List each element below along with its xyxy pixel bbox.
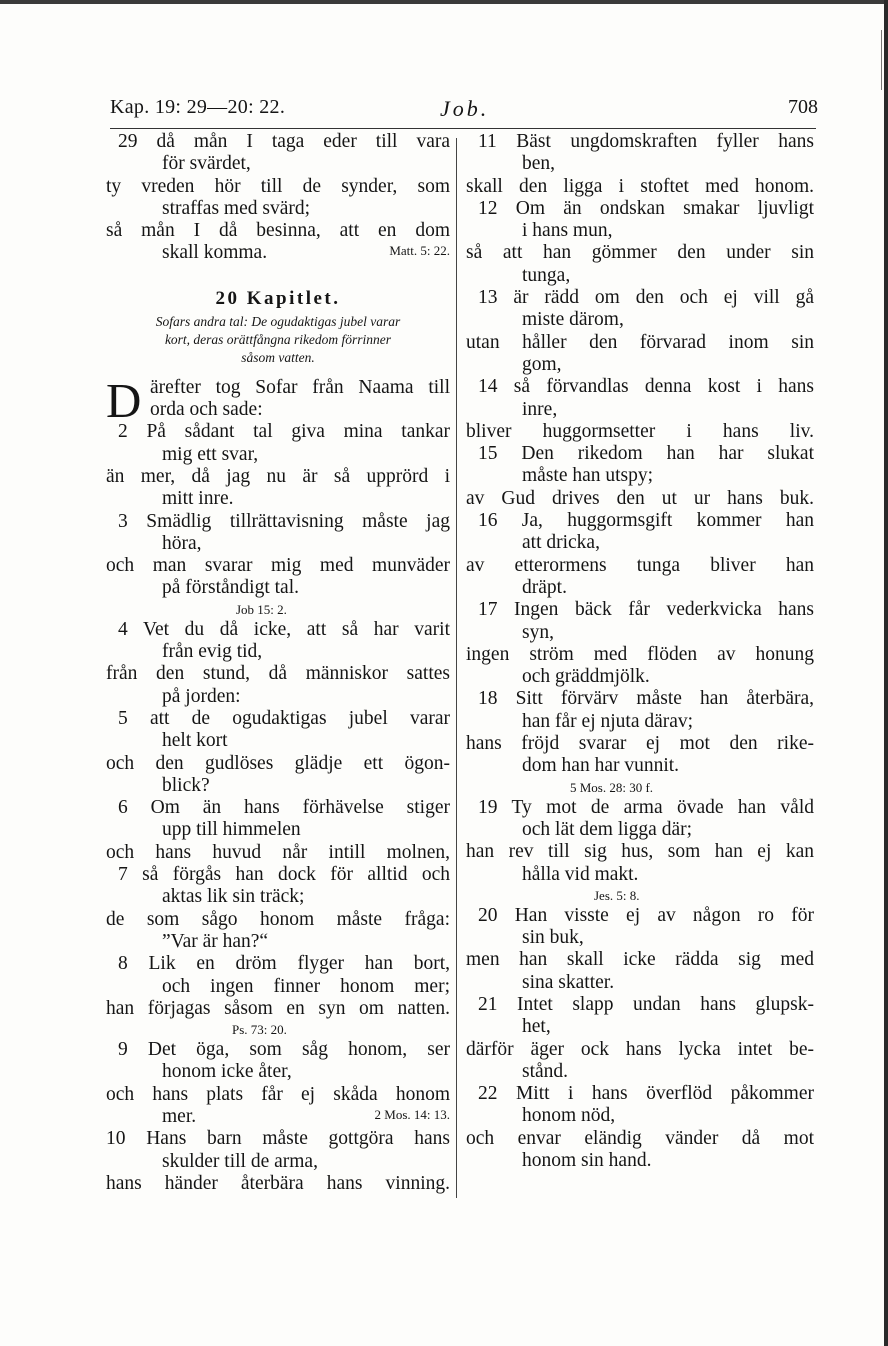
verse-line: dom han har vunnit. (522, 755, 680, 777)
verse-line: och ingen finner honom mer; (162, 975, 450, 997)
verse-line: och envar eländig vänder då mot (466, 1127, 814, 1149)
verse-line: 4 Vet du då icke, att så har varit (118, 618, 450, 640)
verse-line: ingen ström med flöden av honung (466, 643, 814, 665)
cross-reference: Jes. 5: 8. (594, 887, 640, 903)
verse-line: orda och sade: (150, 399, 263, 421)
verse-line: de som sågo honom måste fråga: (106, 908, 450, 930)
verse-line: helt kort (162, 730, 228, 752)
header-rule (110, 128, 816, 129)
column-divider (456, 138, 457, 1198)
verse-line: straffas med svärd; (162, 197, 311, 219)
verse-line: ”Var är han?“ (162, 930, 269, 952)
verse-line: han rev till sig hus, som han ej kan (466, 841, 814, 863)
verse-line: skulder till de arma, (162, 1150, 318, 1172)
verse-line: på förståndigt tal. (162, 577, 300, 599)
verse-line: 2 På sådant tal giva mina tankar (118, 421, 450, 443)
cross-reference: Matt. 5: 22. (389, 243, 450, 259)
verse-line: 9 Det öga, som såg honom, ser (118, 1039, 450, 1061)
verse-line: av Gud drives den ut ur hans buk. (466, 487, 814, 509)
verse-line (106, 242, 450, 264)
verse-line: och den gudlöses glädje ett ögon- (106, 752, 450, 774)
verse-line: 5 att de ogudaktigas jubel varar (118, 707, 450, 729)
verse-line: mig ett svar, (162, 443, 259, 465)
verse-line: 17 Ingen bäck får vederkvicka hans (478, 599, 814, 621)
verse-line: från evig tid, (162, 641, 263, 663)
verse-line: än mer, då jag nu är så upprörd i (106, 465, 450, 487)
verse-line: av etterormens tunga bliver han (466, 554, 814, 576)
verse-line: upp till himmelen (162, 819, 301, 841)
verse-line: och lät dem ligga där; (522, 818, 693, 840)
verse-line: så mån I då besinna, att en dom (106, 220, 450, 242)
verse-line: 19 Ty mot de arma övade han våld (478, 796, 814, 818)
verse-line: ärefter tog Sofar från Naama till (150, 376, 450, 398)
verse-line: 11 Bäst ungdomskraften fyller hans (478, 131, 814, 152)
verse-line: syn, (522, 621, 554, 643)
verse-line: sina skatter. (522, 971, 615, 993)
verse-line: 22 Mitt i hans överflöd påkommer (478, 1083, 814, 1105)
verse-line: blick? (162, 774, 210, 796)
verse-line: 13 är rädd om den och ej vill gå (478, 287, 814, 309)
verse-line: från den stund, då människor sattes (106, 663, 450, 685)
verse-line: stånd. (522, 1060, 569, 1082)
verse-line: och gräddmjölk. (522, 666, 650, 688)
verse-text: skall komma. (162, 242, 268, 264)
right-column (466, 131, 814, 1172)
verse-line: 18 Sitt förvärv måste han återbära, (478, 688, 814, 710)
verse-line: sin buk, (522, 927, 584, 949)
verse-line: utan håller den förvarad inom sin (466, 331, 814, 353)
verse-line: hans fröjd svarar ej mot den rike- (466, 733, 814, 755)
verse-line: miste därom, (522, 309, 624, 331)
page-right-edge (884, 0, 888, 1346)
verse-text: mer. (162, 1105, 197, 1127)
chapter-opening (106, 372, 450, 428)
verse-line: höra, (162, 532, 202, 554)
verse-line: inre, (522, 398, 558, 420)
drop-cap: D (106, 372, 142, 428)
verse-line: 8 Lik en dröm flyger han bort, (118, 953, 450, 975)
verse-line: tunga, (522, 264, 571, 286)
summary-line: kort, deras orättfångna rikedom förrinner (164, 331, 392, 347)
verse-line: han får ej njuta därav; (522, 710, 694, 732)
page-top-edge (0, 0, 888, 4)
verse-line: dräpt. (522, 576, 567, 598)
verse-line: honom nöd, (522, 1105, 616, 1127)
verse-line: 6 Om än hans förhävelse stiger (118, 797, 450, 819)
verse-line (106, 1106, 450, 1128)
summary-line: såsom vatten. (241, 349, 315, 365)
verse-line: 29 då mån I taga eder till vara (118, 131, 450, 152)
verse-line: ty vreden hör till de synder, som (106, 175, 450, 197)
verse-line: 12 Om än ondskan smakar ljuvligt (478, 197, 814, 219)
verse-line: hålla vid makt. (522, 863, 639, 885)
header-book-title: Job. (440, 96, 490, 121)
verse-line: 21 Intet slapp undan hans glupsk- (478, 993, 814, 1015)
verse-line: 15 Den rikedom han har slukat (478, 443, 814, 465)
chapter-title: 20 Kapitlet. (215, 287, 341, 309)
left-column (106, 131, 450, 1195)
verse-line: för svärdet, (162, 153, 251, 175)
verse-line: aktas lik sin träck; (162, 886, 305, 908)
scan-mark (881, 30, 882, 90)
verse-line: på jorden: (162, 685, 241, 707)
verse-line: het, (522, 1016, 551, 1038)
cross-reference: 2 Mos. 14: 13. (374, 1106, 450, 1122)
verse-line: så att han gömmer den under sin (466, 242, 814, 264)
verse-line: och hans plats får ej skåda honom (106, 1083, 450, 1105)
cross-reference: 5 Mos. 28: 30 f. (570, 779, 654, 795)
cross-reference: Ps. 73: 20. (232, 1022, 287, 1038)
verse-line: att dricka, (522, 532, 600, 554)
running-header (110, 96, 818, 128)
verse-line: och man svarar mig med munväder (106, 555, 450, 577)
verse-line: 7 så förgås han dock för alltid och (118, 864, 450, 886)
verse-line: måste han utspy; (522, 465, 654, 487)
chapter-summary (106, 313, 450, 367)
verse-line: gom, (522, 353, 562, 375)
verse-line: och hans huvud når intill molnen, (106, 841, 450, 863)
verse-line: ben, (522, 153, 556, 175)
verse-line: men han skall icke rädda sig med (466, 949, 814, 971)
verse-line: skall den ligga i stoftet med honom. (466, 175, 814, 197)
verse-line: därför äger ock hans lycka intet be- (466, 1038, 814, 1060)
page-number: 708 (788, 96, 818, 118)
verse-line: 16 Ja, huggormsgift kommer han (478, 510, 814, 532)
verse-line: han förjagas såsom en syn om natten. (106, 997, 450, 1019)
verse-line: 20 Han visste ej av någon ro för (478, 904, 814, 926)
verse-line: hans händer återbära hans vinning. (106, 1172, 450, 1194)
verse-line: honom icke åter, (162, 1061, 292, 1083)
verse-line: 3 Smädlig tillrättavisning måste jag (118, 510, 450, 532)
summary-line: Sofars andra tal: De ogudaktigas jubel varar (155, 313, 401, 329)
cross-reference: Job 15: 2. (236, 601, 287, 617)
header-reference: Kap. 19: 29—20: 22. (110, 96, 286, 118)
verse-line: 10 Hans barn måste gottgöra hans (106, 1128, 450, 1150)
verse-line: bliver huggormsetter i hans liv. (466, 420, 814, 442)
verse-line: honom sin hand. (522, 1150, 652, 1172)
verse-line: mitt inre. (162, 488, 234, 510)
verse-line: i hans mun, (522, 220, 613, 242)
verse-line: 14 så förvandlas denna kost i hans (478, 376, 814, 398)
